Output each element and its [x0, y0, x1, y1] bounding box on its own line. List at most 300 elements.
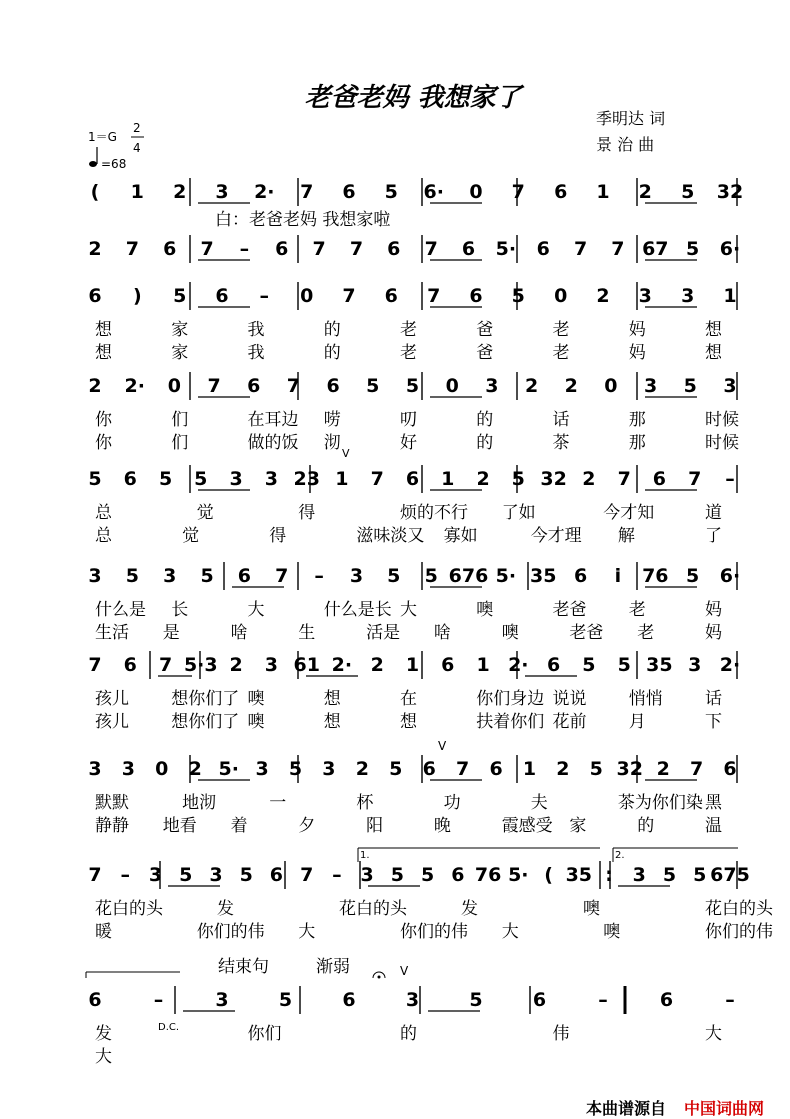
lyric-verse-1: 花白的头 [705, 899, 773, 919]
note: 2 [188, 758, 202, 780]
note: 2 [88, 375, 102, 397]
note: 3 [638, 285, 652, 307]
note: 2· [124, 375, 145, 397]
note: 0 [469, 181, 483, 203]
footer-site-link[interactable]: 中国词曲网 [684, 1099, 765, 1118]
note: 2· [331, 654, 353, 676]
lyric-verse-2: 你 [95, 433, 112, 453]
note: 2 [173, 181, 187, 203]
lyric-verse-2: 花前 [552, 712, 587, 732]
note: 5· [495, 565, 517, 587]
lyric-verse-1: 黑 [705, 793, 722, 813]
note: – [725, 989, 735, 1011]
note: 6 [405, 468, 420, 490]
note: 5 [511, 285, 525, 307]
lyric-verse-2: 妈 [628, 343, 646, 363]
lyric-verse-1: 家 [171, 320, 189, 340]
note: – [120, 864, 130, 886]
lyric-verse-2: 家 [171, 343, 189, 363]
footer-label: 本曲谱源自 [586, 1099, 667, 1118]
lyric-verse-1: 你们 [247, 1024, 282, 1044]
note: 3 [255, 758, 269, 780]
lyric-verse-1: 老 [628, 600, 646, 620]
note: 32 [540, 468, 567, 490]
note: 6 [536, 238, 550, 260]
breath-mark: V [400, 964, 409, 978]
note: 6 [342, 181, 356, 203]
note: 7 [200, 238, 214, 260]
lyric-verse-2: 老 [552, 343, 570, 363]
volta-second-ending: 2. [615, 850, 625, 861]
note: 5 [366, 375, 380, 397]
lyric-verse-2: 老 [400, 343, 417, 363]
lyric-verse-2: 总 [95, 526, 112, 546]
note: 6 [387, 238, 401, 260]
lyric-verse-2: 阳 [366, 816, 384, 836]
volta-first-ending: 1. [360, 850, 370, 861]
note: 7 [88, 654, 102, 676]
lyric-verse-1: 一 [269, 793, 287, 813]
lyric-verse-1: 你们身边 [476, 689, 545, 709]
lyric-verse-1: 孩儿 [95, 689, 129, 709]
lyric-verse-1: 妈 [628, 320, 646, 340]
note: 2 [596, 285, 610, 307]
lyric-verse-1: 茶为你们染 [617, 793, 703, 813]
note: 5 [511, 468, 525, 490]
lyric-verse-1: 噢 [583, 899, 600, 919]
lyric-verse-2: 下 [705, 712, 722, 732]
lyric-verse-1: 想你们了 [171, 689, 240, 709]
lyric-verse-1: 老爸 [552, 600, 587, 620]
note: 5 [424, 565, 438, 587]
note: 2 [476, 468, 490, 490]
lyric-verse-2: 孩儿 [95, 712, 129, 732]
lyric-verse-1: 夫 [530, 793, 548, 813]
lyric-verse-2: 想 [95, 343, 112, 363]
note: 5 [683, 375, 697, 397]
note: ( [544, 864, 553, 886]
lyric-verse-1: 烦的不行 [400, 503, 468, 523]
note: 3 [209, 864, 223, 886]
lyric-verse-2: 妈 [705, 623, 722, 643]
note: – [259, 285, 270, 307]
quarter-note-icon [89, 147, 97, 167]
note: 6 [422, 758, 436, 780]
lyric-verse-2: 啥 [433, 623, 451, 643]
lyric-verse-2: 们 [171, 433, 189, 453]
note: ( [90, 181, 100, 203]
note: 7 [342, 285, 356, 307]
note: 2· [508, 654, 529, 676]
note: 675 [710, 864, 750, 886]
lyric-verse-2: 的 [323, 343, 341, 363]
note: 5 [589, 758, 603, 780]
lyric-verse-1: 的 [400, 1024, 417, 1044]
note: 2 [582, 468, 596, 490]
lyric-verse-1: 老 [552, 320, 570, 340]
note: 5 [405, 375, 420, 397]
note: 6· [719, 565, 741, 587]
system-1 [91, 178, 744, 230]
system-8 [88, 755, 737, 836]
note: 6 [384, 285, 398, 307]
lyric-verse-2: 滋味淡又 [356, 526, 425, 546]
note: 676 [448, 565, 489, 587]
breath-mark: V [342, 447, 350, 460]
note: 7 [617, 468, 631, 490]
lyric-verse-1: 花白的头 [95, 899, 163, 919]
lyric-verse-2: 老 [637, 623, 655, 643]
note: 6 [275, 238, 289, 260]
note: 5 [662, 864, 677, 886]
lyric-verse-2: 噢 [247, 712, 265, 732]
note: – [314, 565, 324, 587]
note: 35 [565, 864, 593, 886]
lyric-verse-2: 觉 [182, 526, 200, 546]
note: 6 [546, 654, 561, 676]
lyric-verse-2: 噢 [501, 623, 519, 643]
note: 0 [300, 285, 314, 307]
note: 7 [689, 758, 704, 780]
lyric-verse-2: 啥 [230, 623, 248, 643]
note: 7 [125, 238, 140, 260]
note: 6 [247, 375, 261, 397]
lyric-verse-2: 静静 [95, 816, 129, 836]
lyric-verse-2: 晚 [433, 816, 451, 836]
note: 2· [254, 181, 275, 203]
note: 1 [596, 181, 610, 203]
lyric-verse-1: 叨 [400, 410, 417, 430]
note: 3 [163, 565, 177, 587]
note: 3 [723, 375, 737, 397]
lyric-verse-1: 今才知 [603, 503, 655, 523]
lyric-verse-2: 今才理 [530, 526, 582, 546]
note: 7 [158, 654, 173, 676]
lyric-verse-2: 茶 [552, 433, 570, 453]
lyric-verse-2: 大 [95, 1047, 112, 1067]
note: 6 [723, 758, 737, 780]
note: 7 [88, 864, 102, 886]
note: 5 [179, 864, 193, 886]
note: 5 [173, 285, 187, 307]
note: 5 [384, 181, 398, 203]
note: 6 [469, 285, 483, 307]
note: 2 [370, 654, 384, 676]
note: 1 [335, 468, 349, 490]
note: 2 [524, 375, 539, 397]
note: 1 [405, 654, 420, 676]
note: 6· [423, 181, 444, 203]
note: 5 [288, 758, 303, 780]
note: 1 [476, 654, 490, 676]
time-signature-denominator: 4 [133, 141, 141, 155]
lyric-verse-2: 沏 [323, 433, 341, 453]
lyric-verse-2: 生 [298, 623, 316, 643]
lyric-verse-1: 功 [443, 793, 461, 813]
lyric-verse-1: 老 [400, 320, 417, 340]
note: 32 [616, 758, 643, 780]
lyric-verse-2: 我 [247, 343, 265, 363]
lyric-verse-2: 解 [617, 526, 635, 546]
note: 5· [495, 238, 517, 260]
note: 35 [529, 565, 557, 587]
note: 3 [632, 864, 646, 886]
note: 6 [451, 864, 465, 886]
note: 2 [355, 758, 370, 780]
da-capo-mark: D.C. [158, 1022, 180, 1033]
system-7 [88, 651, 740, 732]
note: 2 [88, 238, 102, 260]
note: 3 [681, 285, 695, 307]
lyric-verse-2: 是 [162, 623, 180, 643]
note: – [153, 989, 164, 1011]
lyric-verse-1: 伟 [552, 1024, 570, 1044]
lyric-verse-2: 夕 [298, 816, 316, 836]
lyric-verse-1: 总 [95, 503, 112, 523]
note: 5 [390, 864, 405, 886]
lyric-verse-1: 你 [95, 410, 112, 430]
lyric-verse-2: 的 [476, 433, 494, 453]
note: 76 [474, 864, 502, 886]
lyric-verse-1: 长 [171, 600, 189, 620]
note: 3 [121, 758, 136, 780]
lyric-verse-2: 得 [269, 526, 287, 546]
lyric-verse-1: 爸 [476, 320, 494, 340]
lyric-verse-2: 着 [230, 816, 248, 836]
note: 6 [441, 654, 455, 676]
lyric-verse-1: 话 [552, 410, 570, 430]
note: 3 [148, 864, 163, 886]
note: 3 [88, 758, 102, 780]
note: 7 [207, 375, 221, 397]
note: 2· [719, 654, 741, 676]
lyric-verse-2: 时候 [705, 433, 739, 453]
note: 23 [293, 468, 320, 490]
lyric-verse-2: 你们的伟 [196, 922, 265, 942]
lyric-verse-1: 噢 [476, 600, 494, 620]
system-3 [88, 282, 737, 363]
note: 6 [554, 181, 568, 203]
note: 7 [370, 468, 384, 490]
note: 7 [688, 468, 702, 490]
lyric-verse-1: 在 [400, 689, 417, 709]
lyric-verse-1: 发 [217, 899, 234, 919]
note: 3 [485, 375, 499, 397]
note: 0 [167, 375, 182, 397]
note: 6 [461, 238, 476, 260]
note: 7 [300, 864, 314, 886]
lyric-verse-1: 时候 [705, 410, 739, 430]
lyric-verse-1: 悄悄 [628, 689, 663, 709]
note: 5 [582, 654, 596, 676]
lyric-verse-2: 暖 [95, 922, 112, 942]
note: 6 [123, 468, 137, 490]
note: 7 [573, 238, 588, 260]
lyric-verse-2: 噢 [603, 922, 621, 942]
note: 7 [275, 565, 289, 587]
note: 6 [342, 989, 356, 1011]
lyric-verse-1: 话 [705, 689, 722, 709]
note: 7 [349, 238, 364, 260]
note: 5 [685, 565, 700, 587]
lyric-verse-1: 花白的头 [339, 899, 407, 919]
note: 2 [556, 758, 570, 780]
lyric-verse-2: 想 [323, 712, 341, 732]
note: 3 [264, 654, 279, 676]
note: 5 [88, 468, 102, 490]
lyric-verse-2: 生活 [95, 623, 129, 643]
note: 0 [155, 758, 169, 780]
note: 3 [88, 565, 102, 587]
note: 5·3 [183, 654, 218, 676]
note: 6 [88, 989, 102, 1011]
note: 5 [617, 654, 631, 676]
note: 2 [638, 181, 652, 203]
note: 3 [360, 864, 374, 886]
lyric-verse-1: 什么是长 [323, 600, 392, 620]
lyric-verse-2: 扶着你们 [476, 712, 545, 732]
lyric-verse-2: 温 [705, 816, 722, 836]
note: 3 [215, 181, 229, 203]
lyric-verse-2: 那 [628, 433, 646, 453]
lyric-verse-1: 地沏 [182, 793, 217, 813]
lyric-verse-1: 默默 [95, 793, 129, 813]
note: 6 [269, 864, 284, 886]
note: 5 [681, 181, 695, 203]
note: 7 [424, 238, 438, 260]
note: 7 [427, 285, 441, 307]
note: – [598, 989, 608, 1011]
note: : [605, 864, 613, 886]
lyric-verse-1: 什么是 [95, 600, 146, 620]
lyric-verse-2: 你们的伟 [705, 922, 773, 942]
lyric-verse-2: 想你们了 [171, 712, 240, 732]
note: 32 [716, 181, 744, 203]
note: 6 [489, 758, 503, 780]
lyric-verse-2: 霞感受 [501, 816, 553, 836]
note: 6 [652, 468, 667, 490]
time-signature-numerator: 2 [133, 121, 141, 135]
lyric-verse-2: 寡如 [443, 526, 478, 546]
note: 67 [642, 238, 669, 260]
note: 76 [642, 565, 669, 587]
note: 5 [239, 864, 253, 886]
lyric-verse-1: 唠 [323, 410, 341, 430]
lyric-verse-1: 的 [476, 410, 494, 430]
note: 7 [511, 181, 525, 203]
note: 1 [723, 285, 737, 307]
note: 5 [125, 565, 140, 587]
note: 5 [387, 565, 401, 587]
footer-source [586, 1096, 764, 1119]
breath-mark: V [438, 739, 447, 753]
note: 0 [554, 285, 568, 307]
system-6 [88, 562, 740, 643]
lyric-verse-2: 活是 [366, 623, 401, 643]
note: 6 [215, 285, 229, 307]
lyric-verse-2: 月 [628, 712, 646, 732]
note: 3 [405, 989, 420, 1011]
lyric-verse-1: 道 [705, 503, 722, 523]
note: 7 [611, 238, 625, 260]
lyric-verse-1: 杯 [356, 793, 374, 813]
lyric-verse-2: 想 [705, 343, 722, 363]
lyric-verse-1: 们 [171, 410, 189, 430]
lyric-verse-2: 的 [637, 816, 655, 836]
lyric-verse-1: 在耳边 [247, 410, 299, 430]
note: 6· [719, 238, 741, 260]
note: 3 [643, 375, 658, 397]
note: i [614, 565, 622, 587]
lyric-verse-1: 大 [705, 1024, 722, 1044]
note: 7 [312, 238, 326, 260]
lyric-verse-2: 想 [400, 712, 417, 732]
note: 3 [688, 654, 702, 676]
lyric-verse-2: 大 [298, 922, 316, 942]
note: 5 [469, 989, 483, 1011]
lyric-verse-2: 家 [569, 816, 587, 836]
lyric-verse-2: 你们的伟 [400, 922, 468, 942]
note: 1 [130, 181, 144, 203]
note: 6 [237, 565, 252, 587]
lyricist-credit: 季明达 词 [596, 109, 666, 128]
lyric-verse-1: 那 [628, 410, 646, 430]
diminuendo-label: 渐弱 [316, 957, 350, 977]
note: 3 [322, 758, 336, 780]
note: 6 [659, 989, 674, 1011]
note: 6 [532, 989, 547, 1011]
lyric-verse-1: 发 [461, 899, 478, 919]
spoken-dialogue: 白：老爸老妈 我想家啦 [215, 210, 391, 230]
note: 5· [218, 758, 239, 780]
lyric-verse-1: 觉 [196, 503, 214, 523]
note: 7 [300, 181, 314, 203]
note: 6 [163, 238, 177, 260]
lyric-verse-1: 的 [323, 320, 341, 340]
lyric-verse-2: 了 [705, 526, 722, 546]
ending-label: 结束句 [218, 957, 269, 977]
lyric-verse-2: 大 [501, 922, 519, 942]
lyric-verse-2: 好 [400, 433, 417, 453]
note: 5 [685, 238, 700, 260]
lyric-verse-1: 噢 [247, 689, 265, 709]
note: 5 [200, 565, 214, 587]
note: 0 [445, 375, 459, 397]
lyric-verse-1: 得 [298, 503, 316, 523]
note: 6 [123, 654, 137, 676]
note: – [332, 864, 342, 886]
lyric-verse-1: 说说 [552, 689, 587, 709]
note: 5 [389, 758, 403, 780]
song-title: 老爸老妈 我想家了 [304, 83, 522, 113]
notation-systems [88, 178, 774, 1067]
note: 3 [229, 468, 243, 490]
system-2 [88, 235, 740, 263]
system-9 [88, 861, 774, 942]
key-signature: 1＝G [88, 130, 117, 144]
note: 1 [441, 468, 455, 490]
system-5 [88, 465, 737, 546]
note: 2 [564, 375, 578, 397]
note: 3 [349, 565, 364, 587]
lyric-verse-1: 妈 [705, 600, 722, 620]
tempo-marking: =68 [101, 157, 127, 171]
note: 5 [194, 468, 208, 490]
note: 5· [508, 864, 529, 886]
note: 5 [693, 864, 707, 886]
note: 6 [573, 565, 588, 587]
note: 7 [455, 758, 470, 780]
